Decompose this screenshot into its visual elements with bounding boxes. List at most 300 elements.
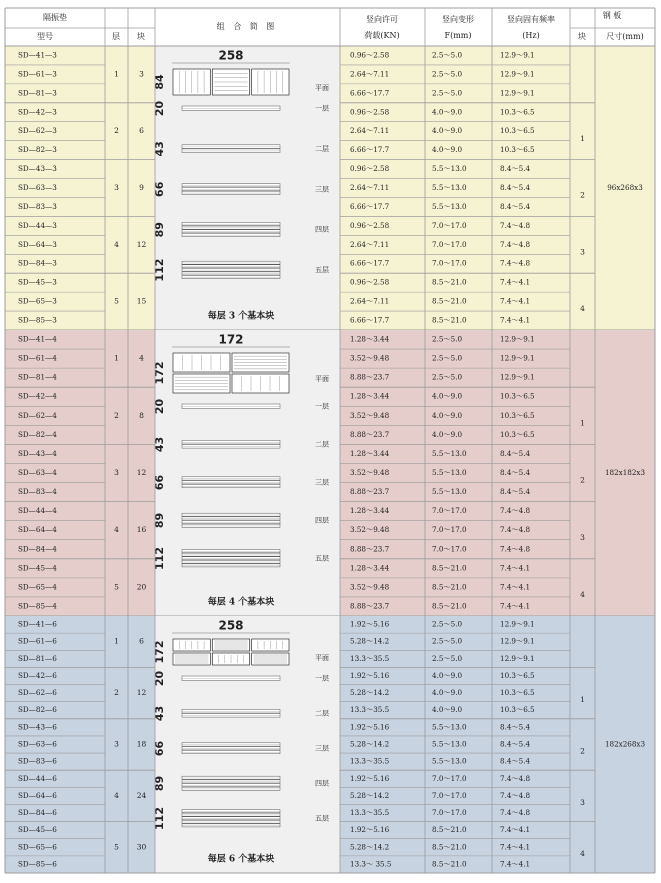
natural-frequency-range: 7.4～4.1 xyxy=(500,859,531,869)
steel-block-count: 2 xyxy=(580,746,585,756)
vertical-deformation-range: 7.0～17.0 xyxy=(432,220,467,230)
layer-strip xyxy=(182,222,280,225)
vertical-load-range: 8.88～23.7 xyxy=(350,372,390,382)
model-code: SD—81—4 xyxy=(18,372,57,382)
layer-count: 5 xyxy=(114,842,119,852)
vertical-load-range: 1.28～3.44 xyxy=(350,506,390,516)
model-code: SD—81—6 xyxy=(18,653,57,663)
layer-label: 五层 xyxy=(315,554,329,563)
vertical-deformation-range: 5.5～13.0 xyxy=(432,722,467,732)
vertical-load-range: 2.64～7.11 xyxy=(350,239,390,249)
vertical-deformation-range: 7.0～17.0 xyxy=(432,790,467,800)
vertical-deformation-range: 5.5～13.0 xyxy=(432,756,467,766)
vertical-load-range: 6.66～17.7 xyxy=(350,201,390,211)
layer-height-label: 112 xyxy=(153,807,166,830)
layer-strip xyxy=(182,477,280,480)
model-code: SD—64—4 xyxy=(18,525,57,535)
model-code: SD—45—4 xyxy=(18,563,57,573)
layer-label: 二层 xyxy=(315,144,329,153)
layer-count: 1 xyxy=(114,636,119,646)
natural-frequency-range: 7.4～4.1 xyxy=(500,296,531,306)
model-code: SD—84—3 xyxy=(18,258,57,268)
layer-height-label: 66 xyxy=(153,181,166,197)
natural-frequency-range: 7.4～4.8 xyxy=(500,808,531,818)
steel-plate-size: 182x268x3 xyxy=(604,739,646,749)
layer-strip xyxy=(182,820,280,823)
layer-strip xyxy=(182,275,280,278)
layer-count: 1 xyxy=(114,353,119,363)
vertical-load-range: 8.88～23.7 xyxy=(350,487,390,497)
natural-frequency-range: 8.4～5.4 xyxy=(500,201,531,211)
natural-frequency-range: 7.4～4.1 xyxy=(500,825,531,835)
model-code: SD—61—4 xyxy=(18,353,57,363)
model-code: SD—65—4 xyxy=(18,582,57,592)
block-count: 12 xyxy=(136,688,147,698)
block-count: 30 xyxy=(136,842,147,852)
layer-strip xyxy=(182,517,280,520)
model-code: SD—84—6 xyxy=(18,808,57,818)
layer-height-label: 66 xyxy=(153,740,166,757)
section-yellow xyxy=(5,46,655,330)
model-code: SD—62—6 xyxy=(18,688,57,698)
natural-frequency-range: 10.3～6.5 xyxy=(500,107,535,117)
vertical-load-range: 6.66～17.7 xyxy=(350,315,390,325)
model-code: SD—44—6 xyxy=(18,773,57,783)
vertical-load-range: 1.92～5.16 xyxy=(350,825,390,835)
layer-strip xyxy=(182,233,280,236)
steel-block-count: 4 xyxy=(580,590,585,600)
vertical-deformation-range: 7.0～17.0 xyxy=(432,258,467,268)
layer-height-label: 43 xyxy=(153,436,166,453)
model-code: SD—85—6 xyxy=(18,859,57,869)
vertical-deformation-range: 4.0～9.0 xyxy=(432,705,463,715)
block-count: 18 xyxy=(136,739,147,749)
deformation-header-line1: 竖向变形 xyxy=(442,15,474,24)
steel-block-count: 4 xyxy=(580,849,585,859)
vertical-deformation-range: 5.5～13.0 xyxy=(432,739,467,749)
natural-frequency-range: 8.4～5.4 xyxy=(500,183,531,192)
natural-frequency-range: 7.4～4.1 xyxy=(500,277,531,287)
layer-strip xyxy=(182,513,280,516)
steel-plate-size: 96x268x3 xyxy=(607,183,643,192)
steel-block-count: 3 xyxy=(580,247,585,257)
vertical-deformation-range: 5.5～13.0 xyxy=(432,201,467,211)
layer-count: 1 xyxy=(114,69,119,79)
vertical-load-range: 6.66～17.7 xyxy=(350,145,390,155)
layer-height-label: 66 xyxy=(153,474,166,491)
vertical-deformation-range: 2.5～5.0 xyxy=(432,69,463,79)
layer-strip xyxy=(182,560,280,563)
steel-block-count: 1 xyxy=(580,418,585,428)
model-code: SD—82—3 xyxy=(18,145,57,155)
vertical-deformation-range: 7.0～17.0 xyxy=(432,506,467,516)
steel-block-count: 3 xyxy=(580,797,585,807)
model-code: SD—64—3 xyxy=(18,239,57,249)
vertical-deformation-range: 8.5～21.0 xyxy=(432,582,467,592)
vertical-deformation-range: 2.5～5.0 xyxy=(432,334,463,344)
layer-strip xyxy=(182,557,280,560)
vertical-load-range: 1.28～3.44 xyxy=(350,391,390,401)
natural-frequency-range: 10.3～6.5 xyxy=(500,705,535,715)
natural-frequency-range: 8.4～5.4 xyxy=(500,448,531,458)
deformation-header-line2: F(mm) xyxy=(444,31,472,40)
model-code: SD—82—4 xyxy=(18,429,57,439)
layer-label: 一层 xyxy=(315,402,329,411)
layer-strip xyxy=(182,780,280,783)
vertical-load-range: 1.28～3.44 xyxy=(350,448,390,458)
layer-label: 一层 xyxy=(315,674,329,683)
model-code: SD—63—6 xyxy=(18,739,57,749)
layer-strip xyxy=(182,272,280,275)
layer-label: 二层 xyxy=(315,440,329,449)
model-code: SD—83—4 xyxy=(18,487,57,497)
layer-strip xyxy=(182,787,280,790)
frequency-header-line2: (Hz) xyxy=(522,31,540,40)
natural-frequency-range: 7.4～4.1 xyxy=(500,582,531,592)
layer-height-label: 43 xyxy=(153,705,166,722)
natural-frequency-range: 7.4～4.1 xyxy=(500,842,531,852)
layer-strip xyxy=(182,226,280,229)
natural-frequency-range: 8.4～5.4 xyxy=(500,739,531,749)
model-code: SD—41—4 xyxy=(18,334,57,344)
isolator-group-header: 隔振垫 xyxy=(43,13,67,22)
layer-strip xyxy=(182,521,280,524)
layer-strip xyxy=(182,709,280,713)
layer-height-label: 89 xyxy=(153,222,166,238)
natural-frequency-range: 12.9～9.1 xyxy=(500,334,535,344)
vertical-deformation-range: 2.5～5.0 xyxy=(432,653,463,663)
vertical-deformation-range: 7.0～17.0 xyxy=(432,525,467,535)
layer-strip xyxy=(182,404,280,409)
layer-height-label: 112 xyxy=(153,547,166,570)
layer-label: 三层 xyxy=(315,185,329,194)
layer-strip xyxy=(182,191,280,194)
vertical-load-range: 3.52～9.48 xyxy=(350,410,390,420)
layer-label: 二层 xyxy=(315,709,329,718)
layer-strip xyxy=(182,145,280,149)
layer-strip xyxy=(182,484,280,487)
natural-frequency-range: 7.4～4.8 xyxy=(500,525,531,535)
model-code: SD—64—6 xyxy=(18,790,57,800)
layer-height-label: 89 xyxy=(153,775,166,792)
vertical-load-range: 5.28～14.2 xyxy=(350,636,390,646)
layer-strip xyxy=(182,776,280,779)
vertical-load-range: 2.64～7.11 xyxy=(350,296,390,306)
natural-frequency-range: 12.9～9.1 xyxy=(500,69,535,79)
model-code: SD—62—3 xyxy=(18,126,57,136)
diagram-column-header: 组 合 简 图 xyxy=(216,22,278,31)
layer-strip xyxy=(182,445,280,449)
layer-label: 四层 xyxy=(315,225,329,234)
natural-frequency-range: 10.3～6.5 xyxy=(500,688,535,698)
vertical-deformation-range: 8.5～21.0 xyxy=(432,601,467,611)
vertical-deformation-range: 2.5～5.0 xyxy=(432,353,463,363)
layer-count: 2 xyxy=(114,126,119,136)
layer-count: 2 xyxy=(114,410,119,420)
vertical-deformation-range: 5.5～13.0 xyxy=(432,468,467,477)
model-code: SD—83—3 xyxy=(18,201,57,211)
vertical-load-range: 13.3～35.5 xyxy=(350,705,390,715)
vertical-deformation-range: 5.5～13.0 xyxy=(432,183,467,192)
model-code: SD—45—6 xyxy=(18,825,57,835)
model-column-header: 型号 xyxy=(37,32,53,41)
layer-label: 四层 xyxy=(315,779,329,788)
model-code: SD—42—6 xyxy=(18,670,57,680)
vertical-load-range: 2.64～7.11 xyxy=(350,126,390,136)
vertical-load-range: 5.28～14.2 xyxy=(350,739,390,749)
layer-label: 四层 xyxy=(315,516,329,525)
vertical-load-range: 0.96～2.58 xyxy=(350,50,390,60)
layer-strip xyxy=(182,784,280,787)
layer-label: 一层 xyxy=(315,104,329,113)
vertical-deformation-range: 7.0～17.0 xyxy=(432,544,467,554)
vertical-load-range: 5.28～14.2 xyxy=(350,842,390,852)
vertical-load-range: 5.28～14.2 xyxy=(350,790,390,800)
plan-view-label: 平面 xyxy=(315,654,329,662)
natural-frequency-range: 12.9～9.1 xyxy=(500,636,535,646)
load-header-line2: 荷载(KN) xyxy=(364,31,400,40)
layer-strip xyxy=(182,743,280,746)
vertical-load-range: 0.96～2.58 xyxy=(350,220,390,230)
block-count: 8 xyxy=(139,410,144,420)
layer-height-label: 20 xyxy=(153,100,166,117)
layer-label: 五层 xyxy=(315,266,329,275)
model-code: SD—42—4 xyxy=(18,391,57,401)
layer-count: 3 xyxy=(114,183,119,192)
steel-block-count: 3 xyxy=(580,532,585,542)
block-count: 20 xyxy=(136,582,147,592)
natural-frequency-range: 12.9～9.1 xyxy=(500,88,535,98)
layer-count: 4 xyxy=(114,239,119,249)
layer-strip xyxy=(182,564,280,567)
vertical-load-range: 1.92～5.16 xyxy=(350,773,390,783)
vertical-deformation-range: 4.0～9.0 xyxy=(432,391,463,401)
vertical-load-range: 1.28～3.44 xyxy=(350,334,390,344)
block-count: 12 xyxy=(136,468,147,477)
vertical-load-range: 3.52～9.48 xyxy=(350,525,390,535)
vertical-deformation-range: 7.0～17.0 xyxy=(432,808,467,818)
vertical-load-range: 0.96～2.58 xyxy=(350,107,390,117)
steel-plate-group-header: 钢 板 xyxy=(602,11,622,20)
steel-block-count: 1 xyxy=(580,133,585,143)
model-code: SD—85—4 xyxy=(18,601,57,611)
layer-count: 3 xyxy=(114,468,119,477)
vertical-deformation-range: 8.5～21.0 xyxy=(432,315,467,325)
plan-dimension-label: 172 xyxy=(153,640,166,664)
vertical-load-range: 3.52～9.48 xyxy=(350,353,390,363)
layer-strip xyxy=(182,230,280,233)
vertical-deformation-range: 8.5～21.0 xyxy=(432,296,467,306)
vertical-deformation-range: 4.0～9.0 xyxy=(432,145,463,155)
natural-frequency-range: 8.4～5.4 xyxy=(500,487,531,497)
layer-strip xyxy=(182,676,280,681)
vertical-load-range: 13.3～35.5 xyxy=(350,756,390,766)
natural-frequency-range: 8.4～5.4 xyxy=(500,468,531,477)
block-count: 12 xyxy=(136,239,147,249)
steel-block-count: 1 xyxy=(580,694,585,704)
layer-label: 三层 xyxy=(315,478,329,487)
vertical-load-range: 1.92～5.16 xyxy=(350,670,390,680)
layer-count: 4 xyxy=(114,525,119,535)
diagram-caption: 每层 6 个基本块 xyxy=(207,854,275,865)
layer-strip xyxy=(182,524,280,527)
steel-block-count: 2 xyxy=(580,475,585,485)
layer-strip xyxy=(182,261,280,264)
steel-blocks-column-header: 块 xyxy=(578,32,586,41)
model-code: SD—43—3 xyxy=(18,164,57,174)
natural-frequency-range: 10.3～6.5 xyxy=(500,670,535,680)
top-dimension-label: 172 xyxy=(218,332,244,347)
layer-count: 2 xyxy=(114,688,119,698)
frequency-header-line1: 竖向固有频率 xyxy=(507,15,555,24)
layer-label: 五层 xyxy=(315,814,329,823)
vertical-load-range: 0.96～2.58 xyxy=(350,277,390,287)
vertical-load-range: 2.64～7.11 xyxy=(350,183,390,192)
vertical-deformation-range: 2.5～5.0 xyxy=(432,88,463,98)
vertical-load-range: 3.52～9.48 xyxy=(350,582,390,592)
natural-frequency-range: 12.9～9.1 xyxy=(500,372,535,382)
model-code: SD—43—4 xyxy=(18,448,57,458)
natural-frequency-range: 7.4～4.8 xyxy=(500,506,531,516)
plan-view-label: 平面 xyxy=(315,375,329,383)
vertical-deformation-range: 5.5～13.0 xyxy=(432,164,467,174)
model-code: SD—84—4 xyxy=(18,544,57,554)
vertical-load-range: 2.64～7.11 xyxy=(350,69,390,79)
layer-count: 3 xyxy=(114,739,119,749)
vertical-load-range: 3.52～9.48 xyxy=(350,468,390,477)
vertical-deformation-range: 8.5～21.0 xyxy=(432,825,467,835)
plan-dimension-label: 172 xyxy=(153,361,166,385)
layer-count: 4 xyxy=(114,790,119,800)
vertical-deformation-range: 8.5～21.0 xyxy=(432,563,467,573)
model-code: SD—85—3 xyxy=(18,315,57,325)
vertical-load-range: 1.92～5.16 xyxy=(350,619,390,629)
natural-frequency-range: 8.4～5.4 xyxy=(500,722,531,732)
layer-strip xyxy=(182,265,280,268)
layer-strip xyxy=(182,149,280,153)
diagram-background xyxy=(155,330,340,616)
steel-block-count: 2 xyxy=(580,190,585,200)
model-code: SD—61—6 xyxy=(18,636,57,646)
model-code: SD—61—3 xyxy=(18,69,57,79)
layer-height-label: 20 xyxy=(153,398,166,415)
natural-frequency-range: 10.3～6.5 xyxy=(500,126,535,136)
layer-strip xyxy=(182,714,280,718)
natural-frequency-range: 8.4～5.4 xyxy=(500,756,531,766)
vertical-deformation-range: 5.5～13.0 xyxy=(432,448,467,458)
vertical-load-range: 13.3～ 35.5 xyxy=(350,859,392,869)
model-code: SD—45—3 xyxy=(18,277,57,287)
vertical-load-range: 13.3～35.5 xyxy=(350,653,390,663)
layer-height-label: 20 xyxy=(153,670,166,687)
layer-count: 5 xyxy=(114,296,119,306)
natural-frequency-range: 8.4～5.4 xyxy=(500,164,531,174)
layer-strip xyxy=(182,553,280,556)
natural-frequency-range: 10.3～6.5 xyxy=(500,410,535,420)
vertical-deformation-range: 2.5～5.0 xyxy=(432,372,463,382)
vertical-load-range: 5.28～14.2 xyxy=(350,688,390,698)
model-code: SD—65—3 xyxy=(18,296,57,306)
natural-frequency-range: 12.9～9.1 xyxy=(500,353,535,363)
natural-frequency-range: 7.4～4.8 xyxy=(500,790,531,800)
natural-frequency-range: 7.4～4.8 xyxy=(500,258,531,268)
model-code: SD—63—4 xyxy=(18,468,57,477)
model-code: SD—83—6 xyxy=(18,756,57,766)
layer-height-label: 43 xyxy=(153,141,166,157)
model-code: SD—81—3 xyxy=(18,88,57,98)
natural-frequency-range: 12.9～9.1 xyxy=(500,619,535,629)
model-code: SD—65—6 xyxy=(18,842,57,852)
model-code: SD—82—6 xyxy=(18,705,57,715)
layer-strip xyxy=(182,268,280,271)
vertical-load-range: 1.92～5.16 xyxy=(350,722,390,732)
natural-frequency-range: 7.4～4.1 xyxy=(500,563,531,573)
layer-strip xyxy=(182,824,280,827)
layer-label: 三层 xyxy=(315,744,329,753)
vertical-deformation-range: 2.5～5.0 xyxy=(432,619,463,629)
load-header-line1: 竖向许可 xyxy=(366,15,398,24)
natural-frequency-range: 10.3～6.5 xyxy=(500,145,535,155)
layer-strip xyxy=(182,813,280,816)
vertical-deformation-range: 2.5～5.0 xyxy=(432,50,463,60)
section-rose xyxy=(5,330,655,616)
natural-frequency-range: 7.4～4.1 xyxy=(500,601,531,611)
blocks-column-header: 块 xyxy=(137,32,145,41)
vertical-load-range: 8.88～23.7 xyxy=(350,601,390,611)
vertical-load-range: 1.28～3.44 xyxy=(350,563,390,573)
steel-block-count: 4 xyxy=(580,304,585,314)
top-dimension-label: 258 xyxy=(218,48,244,63)
plan-view-label: 平面 xyxy=(315,84,329,92)
natural-frequency-range: 7.4～4.8 xyxy=(500,239,531,249)
layer-strip xyxy=(182,817,280,820)
steel-size-column-header: 尺寸(mm) xyxy=(606,32,644,41)
block-count: 6 xyxy=(139,126,144,136)
natural-frequency-range: 10.3～6.5 xyxy=(500,391,535,401)
model-code: SD—62—4 xyxy=(18,410,57,420)
block-count: 6 xyxy=(139,636,144,646)
layer-height-label: 89 xyxy=(153,512,166,529)
model-code: SD—43—6 xyxy=(18,722,57,732)
vertical-deformation-range: 4.0～9.0 xyxy=(432,410,463,420)
vertical-deformation-range: 8.5～21.0 xyxy=(432,859,467,869)
layer-strip xyxy=(182,106,280,111)
vertical-deformation-range: 4.0～9.0 xyxy=(432,429,463,439)
natural-frequency-range: 7.4～4.1 xyxy=(500,315,531,325)
block-count: 4 xyxy=(139,353,144,363)
layer-strip xyxy=(182,750,280,753)
vertical-load-range: 0.96～2.58 xyxy=(350,164,390,174)
vertical-deformation-range: 8.5～21.0 xyxy=(432,842,467,852)
natural-frequency-range: 7.4～4.8 xyxy=(500,773,531,783)
layers-column-header: 层 xyxy=(112,32,120,41)
vertical-deformation-range: 4.0～9.0 xyxy=(432,670,463,680)
vertical-deformation-range: 7.0～17.0 xyxy=(432,773,467,783)
natural-frequency-range: 12.9～9.1 xyxy=(500,653,535,663)
model-code: SD—41—6 xyxy=(18,619,57,629)
vertical-load-range: 6.66～17.7 xyxy=(350,88,390,98)
block-count: 15 xyxy=(136,296,147,306)
vertical-load-range: 13.3～35.5 xyxy=(350,808,390,818)
model-code: SD—63—3 xyxy=(18,183,57,192)
vertical-deformation-range: 8.5～21.0 xyxy=(432,277,467,287)
layer-count: 5 xyxy=(114,582,119,592)
vertical-deformation-range: 4.0～9.0 xyxy=(432,688,463,698)
vertical-load-range: 8.88～23.7 xyxy=(350,544,390,554)
vertical-deformation-range: 4.0～9.0 xyxy=(432,107,463,117)
layer-strip xyxy=(182,810,280,813)
natural-frequency-range: 7.4～4.8 xyxy=(500,220,531,230)
